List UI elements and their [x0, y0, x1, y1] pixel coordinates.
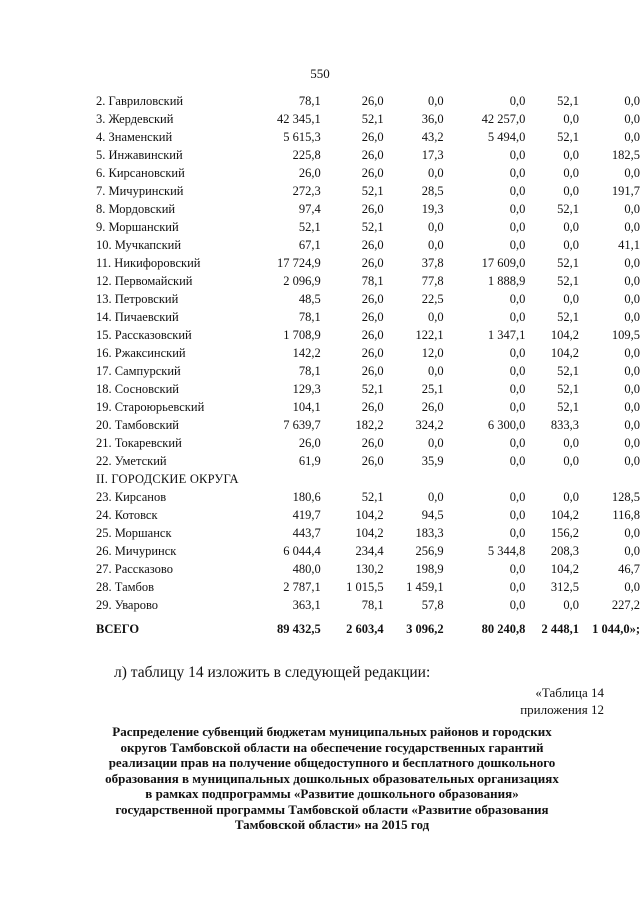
value-cell-2: 26,0: [361, 202, 384, 216]
table-row: [96, 434, 640, 452]
heading-line-4: образования в муниципальных дошкольных образовательных организациях: [105, 770, 559, 786]
value-cell-3: 256,9: [415, 544, 444, 558]
value-cell-1: 97,4: [298, 202, 321, 216]
value-cell-4: 0,0: [509, 220, 526, 234]
value-cell-6: 0,0: [624, 130, 640, 144]
value-cell-1: 61,9: [298, 454, 321, 468]
district-name-cell: 11. Никифоровский: [96, 256, 201, 270]
value-cell-1: 104,1: [292, 400, 321, 414]
district-name-cell: 18. Сосновский: [96, 382, 179, 396]
district-name-cell: 6. Кирсановский: [96, 166, 185, 180]
value-cell-3: 0,0: [428, 238, 444, 252]
value-cell-1: 26,0: [298, 166, 321, 180]
section-header: II. ГОРОДСКИЕ ОКРУГА: [96, 472, 239, 486]
value-cell-3: 1 459,1: [406, 580, 444, 594]
value-cell-4: 6 300,0: [487, 418, 526, 432]
value-cell-4: 0,0: [509, 292, 526, 306]
heading-line-5: в рамках подпрограммы «Развитие дошкольного образования»: [145, 786, 519, 801]
table-row: [96, 488, 640, 506]
value-cell-5: 0,0: [563, 436, 580, 450]
value-cell-3: 0,0: [428, 490, 444, 504]
heading-line-3: реализации прав на получение общедоступного и бесплатного дошкольного: [108, 755, 556, 770]
value-cell-6: 128,5: [611, 490, 640, 504]
value-cell-6: 0,0: [624, 418, 640, 432]
table-row: [96, 236, 640, 254]
value-cell-3: 43,2: [421, 130, 444, 144]
district-name-cell: 5. Инжавинский: [96, 148, 183, 162]
value-cell-5: 52,1: [557, 364, 580, 378]
table-reference: [520, 684, 604, 718]
value-cell-2: 130,2: [355, 562, 384, 576]
value-cell-6: 0,0: [624, 382, 640, 396]
value-cell-3: 198,9: [415, 562, 444, 576]
value-cell-1: 17 724,9: [277, 256, 321, 270]
value-cell-1: 52,1: [298, 220, 321, 234]
table-row: [96, 200, 640, 218]
value-cell-1: 42 345,1: [277, 112, 321, 126]
heading-line-1: Распределение субвенций бюджетам муниципальных районов и городских: [112, 724, 552, 739]
table-row: [96, 596, 640, 614]
table-row: [96, 452, 640, 470]
value-cell-5: 208,3: [550, 544, 580, 558]
value-cell-1: 480,0: [292, 562, 321, 576]
value-cell-6: 0,0: [624, 346, 640, 360]
value-cell-6: 0,0: [624, 364, 640, 378]
value-cell-6: 0,0: [624, 274, 640, 288]
value-cell-4: 0,0: [509, 382, 526, 396]
value-cell-2: 234,4: [355, 544, 384, 558]
value-cell-5: 52,1: [557, 94, 580, 108]
value-cell-5: 0,0: [563, 454, 580, 468]
district-name-cell: 7. Мичуринский: [96, 184, 184, 198]
value-cell-2: 52,1: [361, 184, 384, 198]
total-row: [96, 614, 640, 638]
value-cell-2: 52,1: [361, 220, 384, 234]
table-row: [96, 254, 640, 272]
value-cell-3: 0,0: [428, 364, 444, 378]
value-cell-5: 0,0: [563, 598, 580, 612]
value-cell-5: 0,0: [563, 490, 580, 504]
value-cell-5: 0,0: [563, 112, 580, 126]
value-cell-2: 182,2: [355, 418, 384, 432]
value-cell-1: 363,1: [292, 598, 321, 612]
value-cell-6: 0,0: [624, 202, 640, 216]
value-cell-3: 22,5: [421, 292, 444, 306]
value-cell-1: 26,0: [298, 436, 321, 450]
value-cell-1: 1 708,9: [283, 328, 321, 342]
value-cell-1: 443,7: [292, 526, 321, 540]
value-cell-5: 0,0: [563, 220, 580, 234]
value-cell-2: 52,1: [361, 112, 384, 126]
table-body: [96, 92, 640, 638]
table-row: [96, 506, 640, 524]
value-cell-4: 5 494,0: [487, 130, 526, 144]
value-cell-5: 104,2: [550, 508, 580, 522]
table-reference-line-1: «Таблица 14: [535, 685, 604, 700]
value-cell-6: 0,0: [624, 580, 640, 594]
value-cell-3: 183,3: [415, 526, 444, 540]
heading-line-2: округов Тамбовской области на обеспечение государственных гарантий: [120, 739, 544, 755]
value-cell-6: 0,0: [624, 112, 640, 126]
value-cell-2: 26,0: [361, 166, 384, 180]
value-cell-3: 25,1: [421, 382, 444, 396]
value-cell-4: 0,0: [509, 454, 526, 468]
value-cell-2: 26,0: [361, 454, 384, 468]
table-row: [96, 344, 640, 362]
value-cell-3: 0,0: [428, 94, 444, 108]
total-value-cell-5: 2 448,1: [541, 622, 580, 636]
value-cell-1: 180,6: [292, 490, 321, 504]
section-header-row: [96, 470, 640, 488]
value-cell-6: 46,7: [618, 562, 640, 576]
table-row: [96, 92, 640, 110]
district-name-cell: 20. Тамбовский: [96, 418, 179, 432]
value-cell-5: 0,0: [563, 238, 580, 252]
value-cell-5: 52,1: [557, 382, 580, 396]
table-heading: [88, 724, 576, 833]
value-cell-2: 78,1: [361, 598, 384, 612]
district-name-cell: 22. Уметский: [96, 454, 167, 468]
value-cell-6: 0,0: [624, 292, 640, 306]
district-name-cell: 19. Староюрьевский: [96, 400, 205, 414]
amendment-instruction: л) таблицу 14 изложить в следующей редакции:: [114, 664, 431, 681]
value-cell-2: 104,2: [355, 508, 384, 522]
value-cell-6: 0,0: [624, 436, 640, 450]
table-row: [96, 380, 640, 398]
district-name-cell: 16. Ржаксинский: [96, 346, 186, 360]
district-name-cell: 26. Мичуринск: [96, 544, 177, 558]
value-cell-4: 0,0: [509, 94, 526, 108]
value-cell-1: 2 787,1: [283, 580, 321, 594]
value-cell-6: 191,7: [611, 184, 640, 198]
value-cell-5: 156,2: [550, 526, 580, 540]
district-name-cell: 27. Рассказово: [96, 562, 173, 576]
value-cell-2: 26,0: [361, 400, 384, 414]
table-row: [96, 146, 640, 164]
value-cell-2: 1 015,5: [346, 580, 384, 594]
value-cell-3: 37,8: [421, 256, 444, 270]
district-name-cell: 14. Пичаевский: [96, 310, 179, 324]
table-row: [96, 362, 640, 380]
value-cell-5: 833,3: [550, 418, 580, 432]
value-cell-1: 7 639,7: [283, 418, 321, 432]
value-cell-2: 26,0: [361, 328, 384, 342]
value-cell-1: 5 615,3: [283, 130, 321, 144]
value-cell-6: 227,2: [611, 598, 640, 612]
value-cell-4: 0,0: [509, 310, 526, 324]
value-cell-1: 67,1: [298, 238, 321, 252]
value-cell-1: 129,3: [292, 382, 321, 396]
value-cell-4: 42 257,0: [481, 112, 526, 126]
table-row: [96, 524, 640, 542]
table-row: [96, 326, 640, 344]
value-cell-2: 26,0: [361, 364, 384, 378]
value-cell-4: 0,0: [509, 202, 526, 216]
value-cell-6: 109,5: [611, 328, 640, 342]
heading-line-7: Тамбовской области» на 2015 год: [234, 817, 430, 832]
district-name-cell: 9. Моршанский: [96, 220, 179, 234]
district-name-cell: 17. Сампурский: [96, 364, 181, 378]
value-cell-5: 104,2: [550, 346, 580, 360]
value-cell-4: 0,0: [509, 598, 526, 612]
district-name-cell: 2. Гавриловский: [96, 94, 184, 108]
value-cell-1: 48,5: [298, 292, 321, 306]
value-cell-2: 52,1: [361, 382, 384, 396]
value-cell-1: 78,1: [298, 94, 321, 108]
district-name-cell: 8. Мордовский: [96, 202, 176, 216]
value-cell-4: 0,0: [509, 148, 526, 162]
value-cell-1: 419,7: [292, 508, 321, 522]
value-cell-2: 26,0: [361, 94, 384, 108]
value-cell-4: 5 344,8: [487, 544, 526, 558]
value-cell-2: 78,1: [361, 274, 384, 288]
district-name-cell: 23. Кирсанов: [96, 490, 167, 504]
value-cell-4: 0,0: [509, 580, 526, 594]
total-value-cell-4: 80 240,8: [481, 622, 526, 636]
value-cell-4: 1 347,1: [487, 328, 526, 342]
value-cell-6: 0,0: [624, 310, 640, 324]
table-row: [96, 110, 640, 128]
value-cell-4: 0,0: [509, 490, 526, 504]
table-row: [96, 290, 640, 308]
value-cell-1: 78,1: [298, 310, 321, 324]
value-cell-4: 0,0: [509, 184, 526, 198]
value-cell-5: 52,1: [557, 202, 580, 216]
table-row: [96, 416, 640, 434]
total-value-cell-6: 1 044,0»;: [592, 622, 640, 636]
table-row: [96, 398, 640, 416]
value-cell-6: 116,8: [612, 508, 640, 522]
value-cell-5: 104,2: [550, 562, 580, 576]
table-row: [96, 272, 640, 290]
value-cell-2: 26,0: [361, 238, 384, 252]
district-name-cell: 4. Знаменский: [96, 130, 173, 144]
value-cell-3: 0,0: [428, 436, 444, 450]
value-cell-1: 2 096,9: [283, 274, 321, 288]
value-cell-3: 0,0: [428, 310, 444, 324]
value-cell-6: 0,0: [624, 94, 640, 108]
value-cell-4: 17 609,0: [481, 256, 526, 270]
value-cell-5: 0,0: [563, 292, 580, 306]
value-cell-2: 26,0: [361, 436, 384, 450]
value-cell-4: 1 888,9: [487, 274, 526, 288]
district-name-cell: 21. Токаревский: [96, 436, 182, 450]
value-cell-4: 0,0: [509, 400, 526, 414]
district-name-cell: 12. Первомайский: [96, 274, 193, 288]
value-cell-3: 0,0: [428, 166, 444, 180]
table-row: [96, 164, 640, 182]
value-cell-4: 0,0: [509, 508, 526, 522]
value-cell-2: 26,0: [361, 310, 384, 324]
value-cell-3: 94,5: [421, 508, 444, 522]
value-cell-5: 0,0: [563, 184, 580, 198]
value-cell-4: 0,0: [509, 364, 526, 378]
value-cell-3: 26,0: [421, 400, 444, 414]
subsidy-table: [96, 92, 640, 638]
district-name-cell: 29. Уварово: [96, 598, 159, 612]
value-cell-2: 26,0: [361, 346, 384, 360]
value-cell-3: 0,0: [428, 220, 444, 234]
value-cell-6: 0,0: [624, 256, 640, 270]
table-row: [96, 560, 640, 578]
value-cell-6: 41,1: [618, 238, 640, 252]
table-row: [96, 578, 640, 596]
value-cell-2: 104,2: [355, 526, 384, 540]
value-cell-4: 0,0: [509, 526, 526, 540]
district-name-cell: 10. Мучкапский: [96, 238, 182, 252]
value-cell-6: 182,5: [611, 148, 640, 162]
value-cell-5: 52,1: [557, 400, 580, 414]
value-cell-3: 12,0: [421, 346, 444, 360]
value-cell-6: 0,0: [624, 544, 640, 558]
value-cell-3: 77,8: [421, 274, 444, 288]
value-cell-1: 78,1: [298, 364, 321, 378]
page-number: 550: [310, 66, 330, 81]
total-label: ВСЕГО: [96, 622, 140, 636]
value-cell-1: 225,8: [292, 148, 321, 162]
value-cell-5: 104,2: [550, 328, 580, 342]
value-cell-2: 52,1: [361, 490, 384, 504]
value-cell-2: 26,0: [361, 148, 384, 162]
value-cell-3: 57,8: [421, 598, 444, 612]
table-row: [96, 128, 640, 146]
value-cell-6: 0,0: [624, 166, 640, 180]
value-cell-3: 17,3: [421, 148, 444, 162]
value-cell-3: 35,9: [421, 454, 444, 468]
total-value-cell-2: 2 603,4: [346, 622, 384, 636]
district-name-cell: 3. Жердевский: [96, 112, 174, 126]
value-cell-5: 0,0: [563, 166, 580, 180]
value-cell-3: 28,5: [421, 184, 444, 198]
district-name-cell: 24. Котовск: [96, 508, 158, 522]
value-cell-2: 26,0: [361, 130, 384, 144]
value-cell-3: 19,3: [421, 202, 444, 216]
value-cell-4: 0,0: [509, 436, 526, 450]
district-name-cell: 15. Рассказовский: [96, 328, 192, 342]
value-cell-6: 0,0: [624, 454, 640, 468]
value-cell-1: 142,2: [292, 346, 321, 360]
value-cell-5: 0,0: [563, 148, 580, 162]
value-cell-5: 52,1: [557, 274, 580, 288]
table-row: [96, 308, 640, 326]
table-row: [96, 542, 640, 560]
value-cell-6: 0,0: [624, 400, 640, 414]
district-name-cell: 28. Тамбов: [96, 580, 155, 594]
value-cell-3: 122,1: [415, 328, 444, 342]
total-value-cell-3: 3 096,2: [406, 622, 444, 636]
value-cell-5: 52,1: [557, 256, 580, 270]
value-cell-6: 0,0: [624, 526, 640, 540]
district-name-cell: 25. Моршанск: [96, 526, 172, 540]
value-cell-4: 0,0: [509, 562, 526, 576]
value-cell-4: 0,0: [509, 238, 526, 252]
value-cell-2: 26,0: [361, 292, 384, 306]
value-cell-4: 0,0: [509, 346, 526, 360]
value-cell-6: 0,0: [624, 220, 640, 234]
table-row: [96, 218, 640, 236]
district-name-cell: 13. Петровский: [96, 292, 179, 306]
value-cell-4: 0,0: [509, 166, 526, 180]
value-cell-1: 6 044,4: [283, 544, 321, 558]
value-cell-3: 324,2: [415, 418, 444, 432]
value-cell-5: 52,1: [557, 310, 580, 324]
value-cell-1: 272,3: [292, 184, 321, 198]
total-value-cell-1: 89 432,5: [277, 622, 321, 636]
value-cell-3: 36,0: [421, 112, 444, 126]
value-cell-5: 312,5: [550, 580, 580, 594]
value-cell-5: 52,1: [557, 130, 580, 144]
table-row: [96, 182, 640, 200]
table-reference-line-2: приложения 12: [520, 702, 604, 717]
value-cell-2: 26,0: [361, 256, 384, 270]
heading-line-6: государственной программы Тамбовской области «Развитие образования: [115, 801, 549, 817]
